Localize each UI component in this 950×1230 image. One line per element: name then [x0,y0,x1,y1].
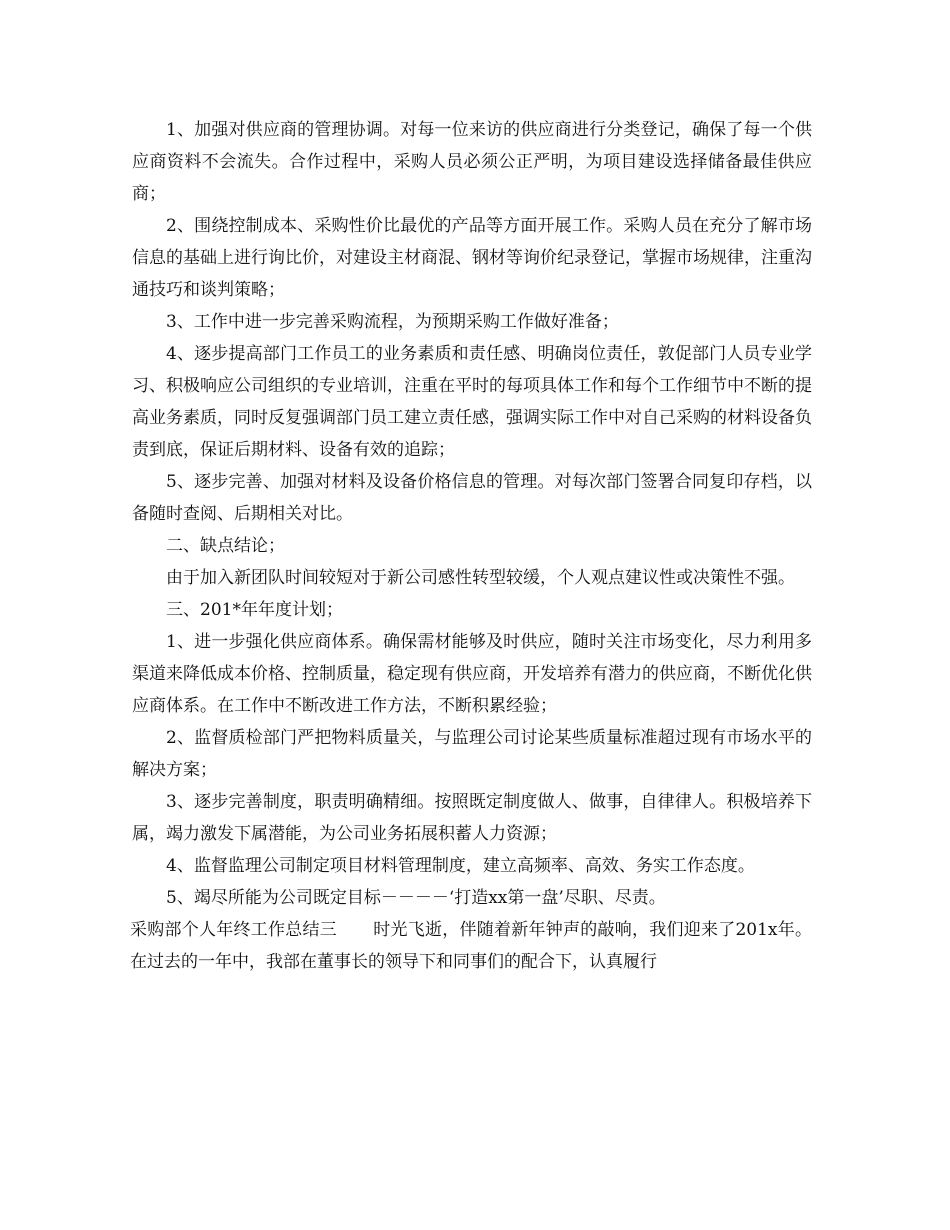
section-heading-shortcomings: 二、缺点结论； [166,536,285,556]
plan-item-4: 4、监督监理公司制定项目材料管理制度，建立高频率、高效、务实工作态度。 [166,856,755,876]
section-heading-annual-plan: 三、201*年年度计划； [166,600,343,620]
plan-item-2: 2、监督质检部门严把物料质量关，与监理公司讨论某些质量标准超过现有市场水平的解决方案； [132,728,812,780]
plan-item-5: 5、竭尽所能为公司既定目标－－－－‘打造xx第一盘’尽职、尽责。 [166,888,666,908]
plan-item-3: 3、逐步完善制度，职责明确精细。按照既定制度做人、做事，自律律人。积极培养下属，竭力激发下属潜能，为公司业务拓展积蓄人力资源； [132,792,812,844]
paragraph-5: 5、逐步完善、加强对材料及设备价格信息的管理。对每次部门签署合同复印存档，以备随时查阅、后期相关对比。 [132,472,812,524]
paragraph-2: 2、围绕控制成本、采购性价比最优的产品等方面开展工作。采购人员在充分了解市场信息的基础上进行询比价，对建设主材商混、钢材等询价纪录登记，掌握市场规律，注重沟通技巧和谈判策略； [132,216,812,300]
plan-item-1: 1、进一步强化供应商体系。确保需材能够及时供应，随时关注市场变化，尽力利用多渠道来降低成本价格、控制质量，稳定现有供应商，开发培养有潜力的供应商，不断优化供应商体系。在工作中不断改进工作方法，不断积累经验； [132,632,812,716]
paragraph-1: 1、加强对供应商的管理协调。对每一位来访的供应商进行分类登记，确保了每一个供应商资料不会流失。合作过程中，采购人员必须公正严明，为项目建设选择储备最佳供应商； [132,120,812,204]
paragraph-3: 3、工作中进一步完善采购流程，为预期采购工作做好准备； [166,312,619,332]
closing-heading: 采购部个人年终工作总结三 [130,920,337,940]
closing-paragraph [130,914,812,978]
document-body [132,114,812,978]
closing-text: 时光飞逝，伴随着新年钟声的敲响，我们迎来了201x年。在过去的一年中，我部在董事长的领导下和同事们的配合下，认真履行 [130,920,812,972]
paragraph-4: 4、逐步提高部门工作员工的业务素质和责任感、明确岗位责任，敦促部门人员专业学习、积极响应公司组织的专业培训，注重在平时的每项具体工作和每个工作细节中不断的提高业务素质，同时反复强调部门员工建立责任感，强调实际工作中对自己采购的材料设备负责到底，保证后期材料、设备有效的追踪； [132,344,812,460]
paragraph-6: 由于加入新团队时间较短对于新公司感性转型较缓，个人观点建议性或决策性不强。 [166,568,795,588]
